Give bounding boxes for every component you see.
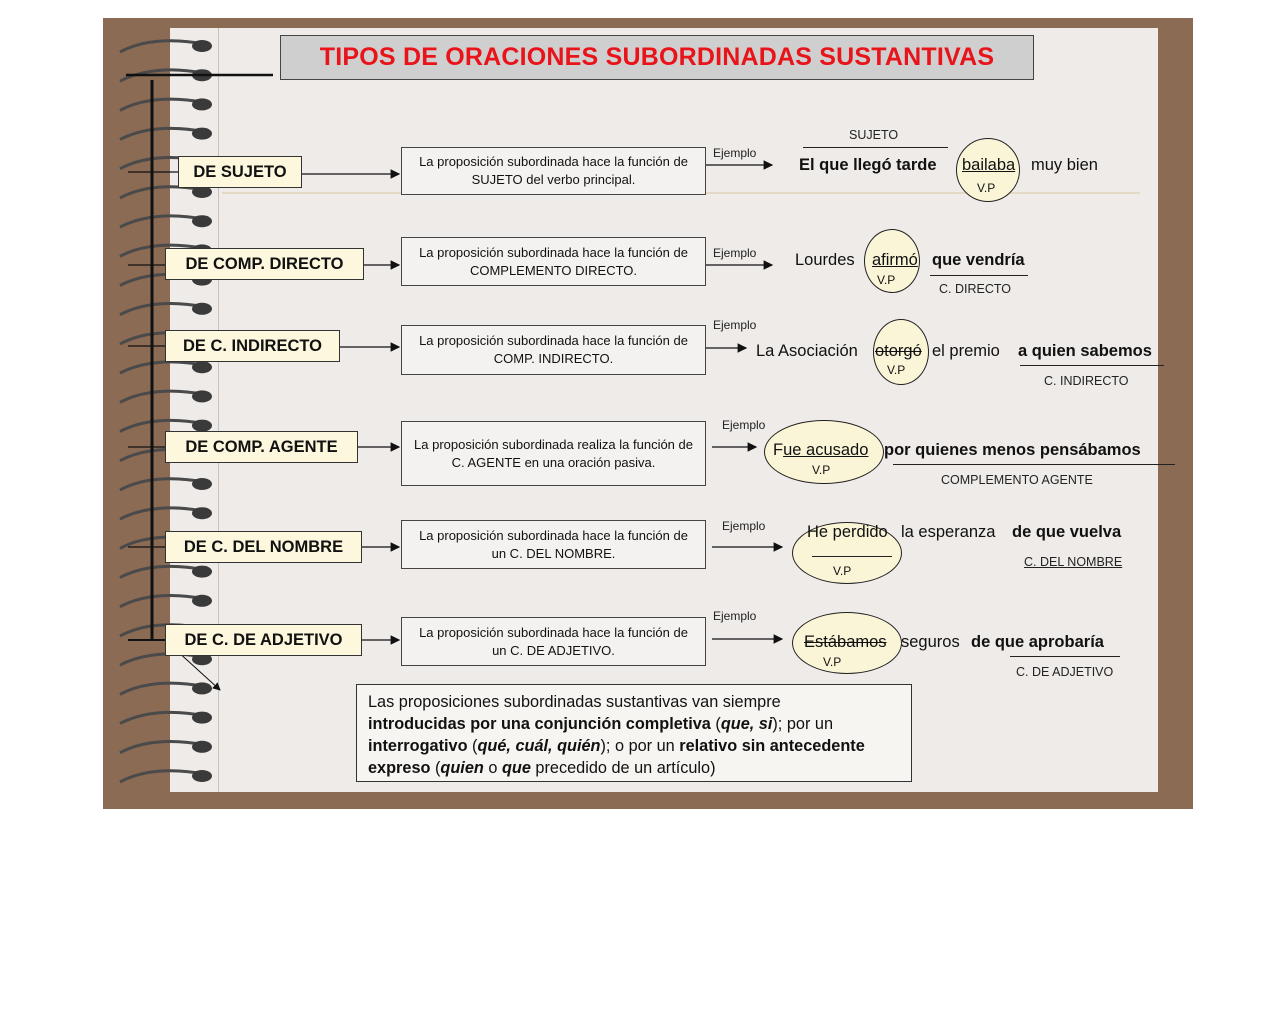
note-text: o bbox=[483, 759, 502, 777]
label-line bbox=[1010, 656, 1120, 657]
vp-label: V.P bbox=[977, 181, 996, 195]
category-comp-directo: DE COMP. DIRECTO bbox=[165, 248, 364, 280]
vp-label: V.P bbox=[877, 273, 896, 287]
note-text: precedido de un artículo) bbox=[530, 759, 716, 777]
example-rest: muy bien bbox=[1031, 156, 1098, 174]
example-subordinate: El que llegó tarde bbox=[799, 156, 937, 174]
category-c-del-nombre: DE C. DEL NOMBRE bbox=[165, 531, 362, 563]
example-verb: Estábamos bbox=[804, 633, 887, 651]
example-verb: afirmó bbox=[872, 251, 918, 269]
vp-label: V.P bbox=[812, 463, 831, 477]
note-bold: introducidas por una conjunción completiva bbox=[368, 715, 711, 733]
label-line bbox=[803, 147, 948, 148]
note-text: ); por un bbox=[772, 715, 834, 733]
example-subject: Lourdes bbox=[795, 251, 855, 269]
vp-label: V.P bbox=[833, 564, 852, 578]
category-c-indirecto: DE C. INDIRECTO bbox=[165, 330, 340, 362]
label-line bbox=[1020, 365, 1164, 366]
vp-label: V.P bbox=[823, 655, 842, 669]
page-title: TIPOS DE ORACIONES SUBORDINADAS SUSTANTIVAS bbox=[319, 43, 995, 71]
ejemplo-label: Ejemplo bbox=[713, 246, 757, 260]
ejemplo-label: Ejemplo bbox=[722, 519, 766, 533]
example-subject: La Asociación bbox=[756, 342, 858, 360]
category-c-de-adjetivo: DE C. DE ADJETIVO bbox=[165, 624, 362, 656]
example-verb: bailaba bbox=[962, 156, 1016, 174]
example-verb: He perdido bbox=[807, 523, 888, 541]
definition-c-del-nombre: La proposición subordinada hace la función de un C. DEL NOMBRE. bbox=[401, 520, 706, 569]
verb-line bbox=[812, 556, 892, 557]
note-text: ( bbox=[467, 737, 478, 755]
definition-comp-agente: La proposición subordinada realiza la función de C. AGENTE en una oración pasiva. bbox=[401, 421, 706, 486]
note-italic: que bbox=[501, 759, 531, 777]
category-comp-agente: DE COMP. AGENTE bbox=[165, 431, 358, 463]
ejemplo-label: Ejemplo bbox=[722, 418, 766, 432]
note-italic: qué, cuál, quién bbox=[477, 737, 601, 755]
function-label-nombre: C. DEL NOMBRE bbox=[1024, 555, 1123, 569]
note-italic: quien bbox=[440, 759, 484, 777]
function-label-indirecto: C. INDIRECTO bbox=[1044, 374, 1129, 388]
note-italic: que, si bbox=[720, 715, 773, 733]
label-line bbox=[930, 275, 1028, 276]
note-bold: interrogativo bbox=[368, 737, 468, 755]
title-box bbox=[280, 35, 1034, 80]
example-object: la esperanza bbox=[901, 523, 996, 541]
ejemplo-label: Ejemplo bbox=[713, 609, 757, 623]
function-label-agente: COMPLEMENTO AGENTE bbox=[941, 473, 1093, 487]
example-subordinate: a quien sabemos bbox=[1018, 342, 1152, 360]
example-verb-rest: ue acusado bbox=[783, 441, 869, 459]
example-subordinate: por quienes menos pensábamos bbox=[884, 441, 1141, 459]
category-sujeto: DE SUJETO bbox=[178, 156, 302, 188]
definition-c-de-adjetivo: La proposición subordinada hace la función de un C. DE ADJETIVO. bbox=[401, 617, 706, 666]
summary-note bbox=[356, 684, 912, 782]
example-subordinate: de que aprobaría bbox=[971, 633, 1104, 651]
ejemplo-label: Ejemplo bbox=[713, 146, 757, 160]
note-text: ); o por un bbox=[600, 737, 680, 755]
definition-sujeto: La proposición subordinada hace la función de SUJETO del verbo principal. bbox=[401, 147, 706, 195]
example-adjective: seguros bbox=[901, 633, 960, 651]
definition-c-indirecto: La proposición subordinada hace la función de COMP. INDIRECTO. bbox=[401, 325, 706, 375]
vp-label: V.P bbox=[887, 363, 906, 377]
function-label-directo: C. DIRECTO bbox=[939, 282, 1011, 296]
definition-comp-directo: La proposición subordinada hace la función de COMPLEMENTO DIRECTO. bbox=[401, 237, 706, 286]
example-sujeto bbox=[799, 156, 937, 175]
example-subordinate: de que vuelva bbox=[1012, 523, 1122, 541]
ejemplo-label: Ejemplo bbox=[713, 318, 757, 332]
note-bold: relativo sin antecedente expreso bbox=[368, 737, 865, 777]
example-subordinate: que vendría bbox=[932, 251, 1025, 269]
example-verb: otorgó bbox=[875, 342, 922, 360]
function-label-adjetivo: C. DE ADJETIVO bbox=[1016, 665, 1114, 679]
note-text: ( bbox=[430, 759, 441, 777]
note-text: Las proposiciones subordinadas sustantivas van siempre bbox=[368, 693, 781, 711]
label-line bbox=[893, 464, 1175, 465]
example-verb: Fue acusado bbox=[773, 441, 869, 459]
note-text: ( bbox=[710, 715, 721, 733]
function-label-sujeto: SUJETO bbox=[849, 128, 899, 142]
example-object: el premio bbox=[932, 342, 1000, 360]
